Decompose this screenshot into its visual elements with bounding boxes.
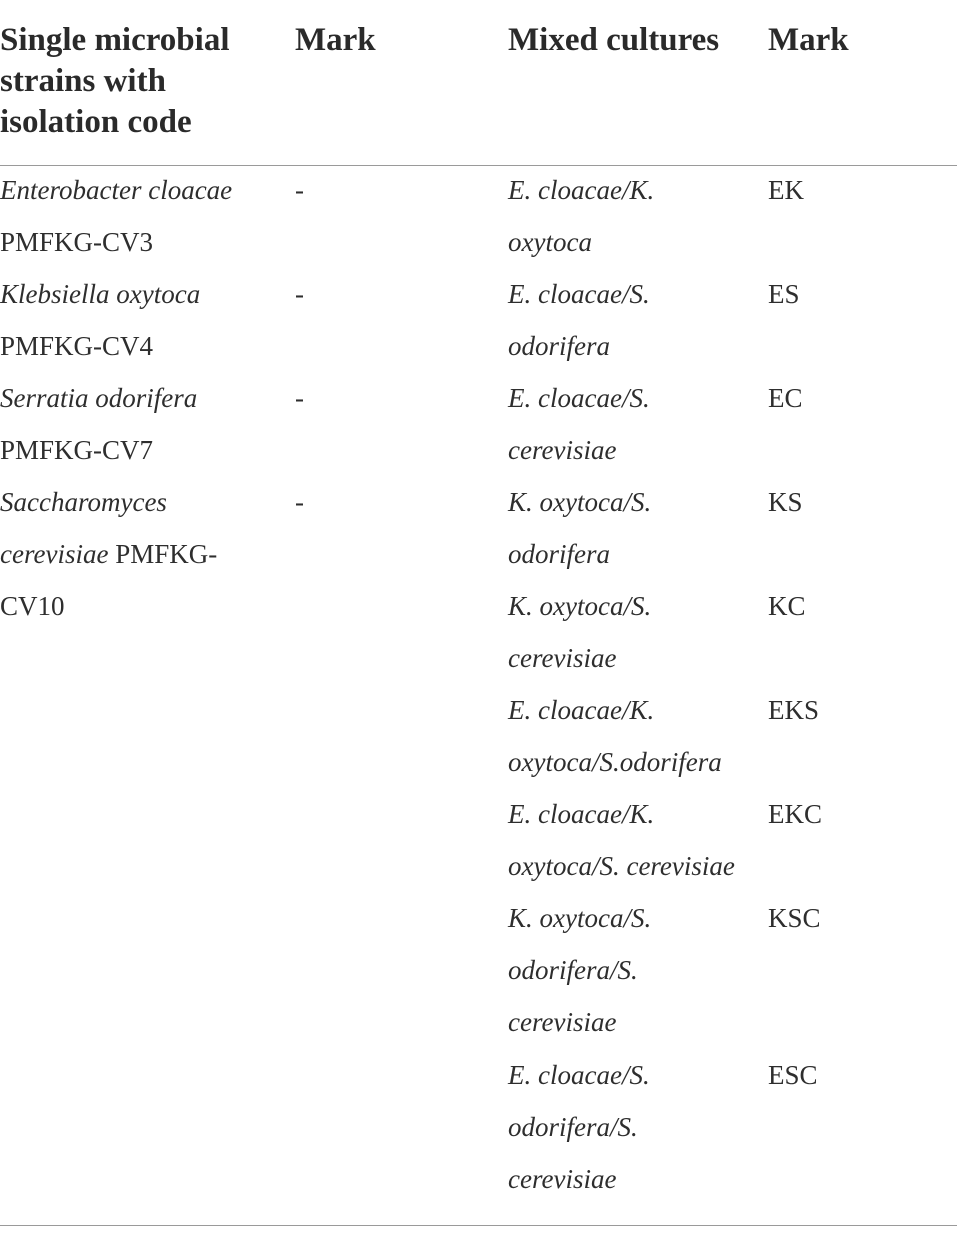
- single-species: Enterobacter cloacae: [0, 175, 233, 205]
- single-code: CV10: [0, 591, 65, 621]
- single-species: Serratia odorifera: [0, 383, 198, 413]
- mixed-culture: odorifera/S.: [508, 955, 638, 985]
- mixed-mark: EK: [768, 175, 804, 205]
- mixed-culture: K. oxytoca/S.: [508, 487, 652, 517]
- mixed-culture: K. oxytoca/S.: [508, 591, 652, 621]
- single-mark: -: [295, 383, 304, 413]
- mixed-mark: KC: [768, 591, 806, 621]
- mixed-culture: cerevisiae: [508, 435, 617, 465]
- single-code: PMFKG-CV4: [0, 331, 154, 361]
- mixed-culture: odorifera: [508, 539, 611, 569]
- header-single-mark: Mark: [295, 22, 376, 58]
- single-species: Saccharomyces: [0, 487, 167, 517]
- mixed-culture: oxytoca/S.odorifera: [508, 747, 722, 777]
- single-code: PMFKG-CV7: [0, 435, 154, 465]
- mixed-culture: cerevisiae: [508, 1007, 617, 1037]
- single-code: PMFKG-: [115, 539, 218, 569]
- mixed-culture: E. cloacae/S.: [508, 279, 650, 309]
- single-species-italic: cerevisiae: [0, 539, 109, 569]
- mixed-mark: ESC: [768, 1060, 818, 1090]
- single-mark: -: [295, 175, 304, 205]
- mixed-culture: odorifera: [508, 331, 611, 361]
- mixed-culture: E. cloacae/K.: [508, 175, 655, 205]
- single-code: PMFKG-CV3: [0, 227, 154, 257]
- mixed-mark: EKS: [768, 695, 820, 725]
- single-species-cont: [0, 528, 217, 580]
- mixed-culture: E. cloacae/K.: [508, 695, 655, 725]
- mixed-mark: KS: [768, 487, 803, 517]
- mixed-culture: oxytoca/S. cerevisiae: [508, 851, 735, 881]
- mixed-culture: cerevisiae: [508, 643, 617, 673]
- mixed-culture: K. oxytoca/S.: [508, 903, 652, 933]
- single-species: Klebsiella oxytoca: [0, 279, 201, 309]
- single-mark: -: [295, 487, 304, 517]
- header-single-strains: Single microbial strains with isolation code: [0, 22, 230, 140]
- mixed-culture: E. cloacae/S.: [508, 383, 650, 413]
- mixed-culture: oxytoca: [508, 227, 592, 257]
- mixed-mark: EC: [768, 383, 803, 413]
- bottom-divider: [0, 1225, 957, 1226]
- mixed-culture: odorifera/S.: [508, 1112, 638, 1142]
- header-mixed-cultures: Mixed cultures: [508, 22, 720, 58]
- mixed-mark: ES: [768, 279, 800, 309]
- single-mark: -: [295, 279, 304, 309]
- mixed-culture: cerevisiae: [508, 1164, 617, 1194]
- header-mixed-mark: Mark: [768, 22, 849, 58]
- mixed-mark: EKC: [768, 799, 822, 829]
- mixed-culture: E. cloacae/K.: [508, 799, 655, 829]
- mixed-culture: E. cloacae/S.: [508, 1060, 650, 1090]
- mixed-mark: KSC: [768, 903, 821, 933]
